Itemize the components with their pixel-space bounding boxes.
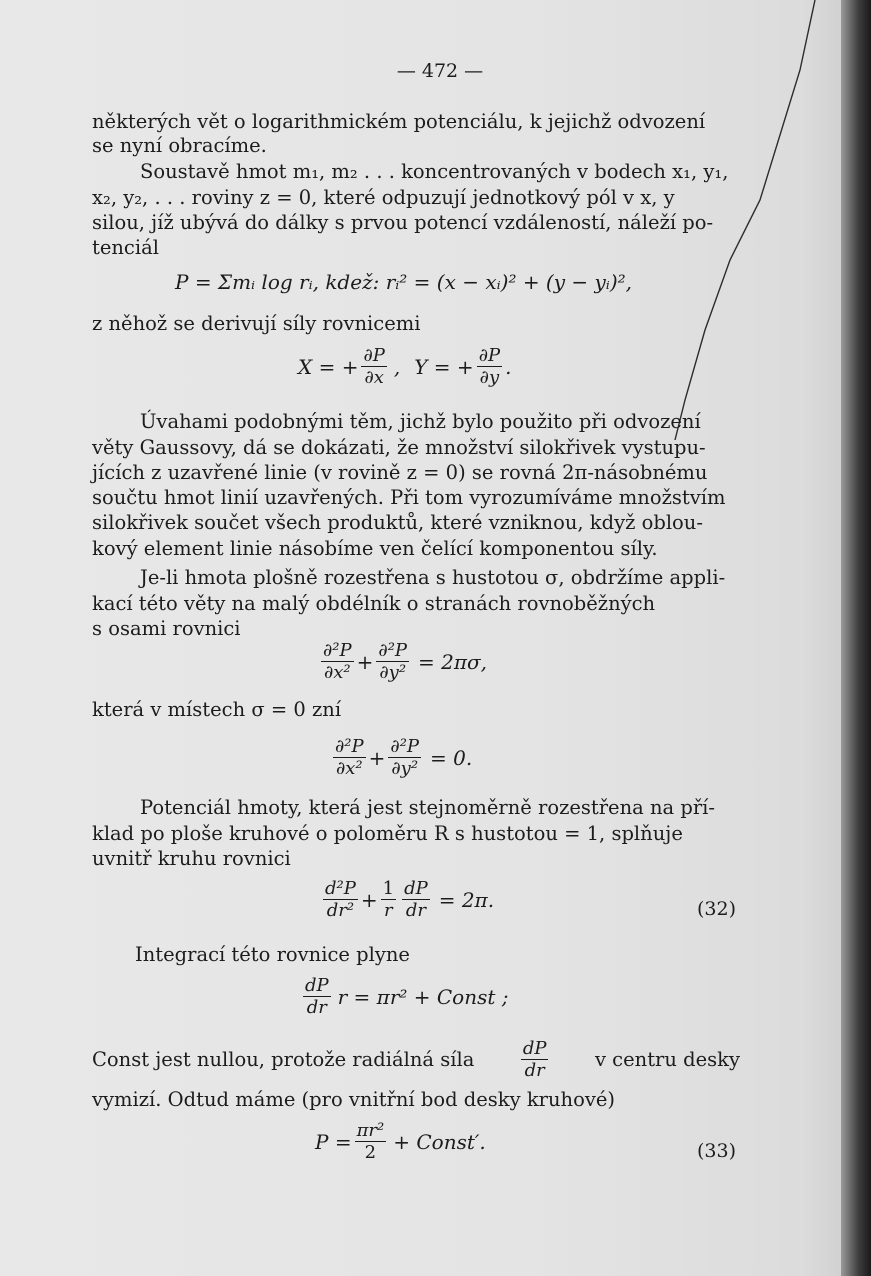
fraction-denominator: ∂x² <box>323 662 351 683</box>
equation-integral <box>300 975 509 1018</box>
para3-line5: silokřivek součet všech produktů, které vzniknou, když oblou- <box>92 511 703 534</box>
plus-sign: + <box>356 649 374 674</box>
const-line-part1: Const jest nullou, protože radiálná síla <box>92 1047 475 1071</box>
fraction-denominator: ∂y² <box>379 662 407 683</box>
para4-line2: kací této věty na malý obdélník o stranách rovnoběžných <box>92 592 656 615</box>
para2-line4: tenciál <box>92 236 159 259</box>
fraction-dp-dr <box>303 975 331 1018</box>
equation-lhs: P = <box>315 1129 352 1154</box>
para3-line2: věty Gaussovy, dá se dokázati, že množství silokřivek vystupu- <box>92 436 706 459</box>
fraction-dp-dr <box>402 878 430 921</box>
fraction-pir2-2 <box>355 1120 387 1163</box>
fraction-numerator: ∂P <box>478 345 501 366</box>
para5-line1: Potenciál hmoty, která jest stejnoměrně rozestřena na pří- <box>140 796 715 819</box>
para4-line1: Je-li hmota plošně rozestřena s hustotou σ, obdržíme appli- <box>140 566 726 589</box>
equation-potential: P = Σmᵢ log rᵢ, kdež: rᵢ² = (x − xᵢ)² + (y − yᵢ)², <box>175 270 633 294</box>
fraction-numerator: d²P <box>325 878 356 899</box>
page-number: — 472 — <box>396 60 484 82</box>
equation-rhs: = 2π. <box>438 887 495 912</box>
equation-33 <box>315 1120 486 1163</box>
para3-line3: jících z uzavřené linie (v rovině z = 0) se rovná 2π-násobnému <box>92 461 708 484</box>
fraction-numerator: ∂²P <box>390 736 420 757</box>
fraction-dp-dr <box>521 1038 549 1081</box>
fraction-denominator: ∂x <box>364 367 384 388</box>
line-sigma: která v místech σ = 0 zní <box>92 698 342 721</box>
fraction-numerator: dP <box>522 1038 547 1059</box>
equation-label-33: (33) <box>697 1140 737 1162</box>
fraction-numerator: dP <box>404 878 428 899</box>
para2-line1: Soustavě hmot m₁, m₂ . . . koncentrovaných v bodech x₁, y₁, <box>140 160 729 183</box>
fraction-numerator: ∂²P <box>335 736 364 757</box>
equation-rest: r = πr² + Const ; <box>337 984 509 1009</box>
equation-poisson <box>318 640 487 683</box>
fraction-d2p-dy2 <box>376 640 409 683</box>
fraction-d2p-dx2 <box>333 736 366 779</box>
fraction-numerator: ∂²P <box>378 640 408 661</box>
fraction-d2p-dr2 <box>323 878 358 921</box>
fraction-dp-dx <box>361 345 386 388</box>
fraction-d2p-dx2 <box>321 640 354 683</box>
fraction-numerator: ∂²P <box>323 640 352 661</box>
equation-32 <box>320 878 494 921</box>
fraction-numerator: dP <box>305 975 329 996</box>
fraction-numerator: 1 <box>382 878 395 899</box>
line-integration: Integrací této rovnice plyne <box>135 943 410 966</box>
para3-line1: Úvahami podobnými těm, jichž bylo použito při odvození <box>140 410 701 433</box>
para3-line6: kový element linie násobíme ven čelící komponentou síly. <box>92 537 658 560</box>
equation-laplace <box>330 736 472 779</box>
line-derive: z něhož se derivují síly rovnicemi <box>92 312 421 335</box>
fraction-denominator: dr² <box>326 900 355 921</box>
para2-line2: x₂, y₂, . . . roviny z = 0, které odpuzují jednotkový pól v x, y <box>92 186 675 209</box>
equation-forces: X = + $\frac{\partial P}{\partial x}$ , Y = + $\frac{\partial P}{\partial y}$ . <box>298 345 512 388</box>
const-line-part2: v centru desky <box>594 1047 740 1071</box>
para5-line2: klad po ploše kruhové o poloměru R s hustotou = 1, splňuje <box>92 822 683 845</box>
line-vymizi: vymizí. Odtud máme (pro vnitřní bod desky kruhové) <box>92 1088 615 1111</box>
para2-line3: silou, jíž ubývá do dálky s prvou potencí vzdáleností, náleží po- <box>92 211 714 234</box>
plus-sign: + <box>368 745 386 770</box>
force-y-lhs: Y = + <box>414 354 474 379</box>
fraction-denominator: dr <box>306 997 327 1018</box>
fraction-1-r <box>381 878 396 921</box>
equation-rhs: = 0. <box>430 745 473 770</box>
para4-line3: s osami rovnici <box>92 617 241 640</box>
force-x-lhs: X = + <box>298 354 359 379</box>
equation-label-32: (32) <box>697 898 737 920</box>
para5-line3: uvnitř kruhu rovnici <box>92 847 291 870</box>
equation-rhs: = 2πσ, <box>418 649 488 674</box>
fraction-denominator: r <box>384 900 393 921</box>
fraction-d2p-dy2 <box>388 736 421 779</box>
para1-line1: některých vět o logarithmickém potenciálu, k jejichž odvození <box>92 110 706 133</box>
fraction-numerator: ∂P <box>363 345 385 366</box>
fraction-dp-dy <box>477 345 502 388</box>
equation-rest: + Const′. <box>393 1129 486 1154</box>
plus-sign: + <box>360 887 378 912</box>
para1-line2: se nyní obracíme. <box>92 134 267 157</box>
fraction-denominator: ∂y <box>479 367 500 388</box>
para3-line4: součtu hmot linií uzavřených. Při tom vyrozumíváme množstvím <box>92 486 726 509</box>
page-edge-shadow <box>841 0 871 1276</box>
const-line <box>92 1038 740 1081</box>
fraction-denominator: dr <box>524 1060 545 1081</box>
fraction-denominator: dr <box>405 900 426 921</box>
fraction-denominator: ∂y² <box>391 758 419 779</box>
fraction-numerator: πr² <box>356 1120 385 1141</box>
fraction-denominator: 2 <box>364 1142 377 1163</box>
fraction-denominator: ∂x² <box>335 758 363 779</box>
